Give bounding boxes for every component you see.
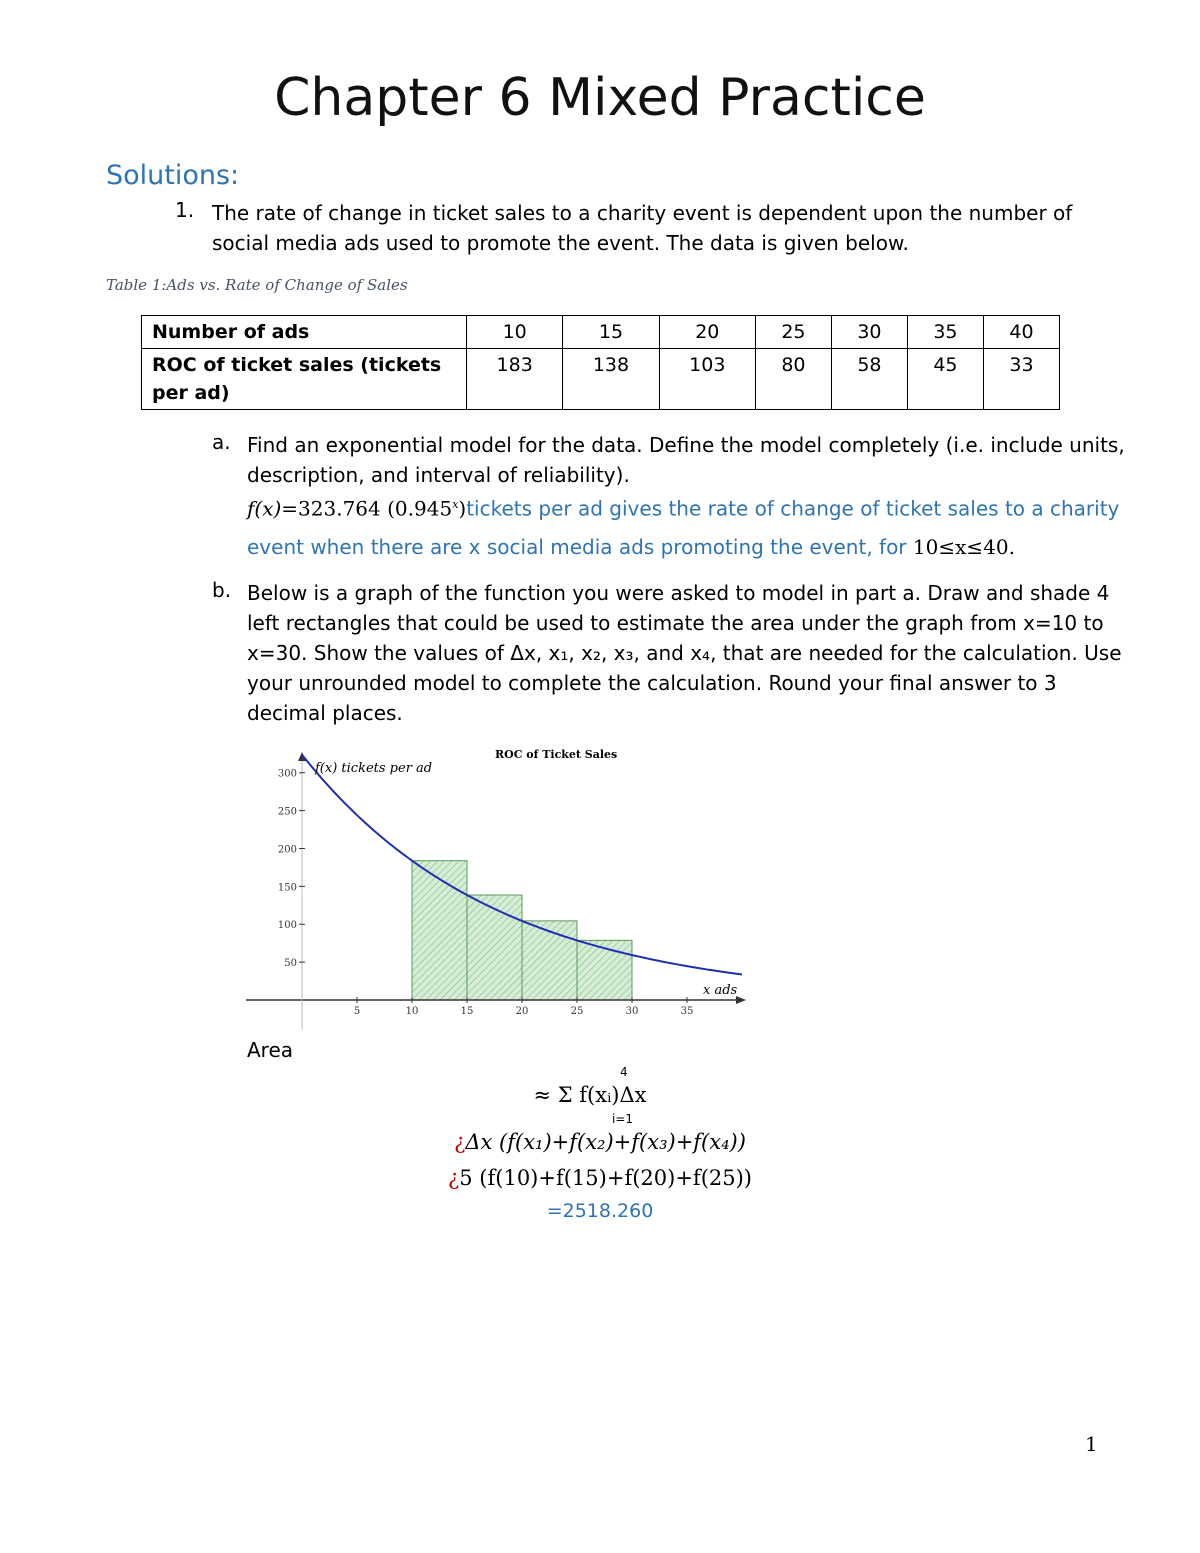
x-axis-arrow (736, 996, 746, 1004)
x-tick-label: 5 (353, 1006, 361, 1017)
model-function: f(x) (247, 496, 282, 521)
model-description: tickets per ad gives the rate of change of ticket sales to a charity event when there are x social media ads promoting the event, for (247, 496, 1120, 559)
chart-title: ROC of Ticket Sales (495, 748, 618, 761)
sum-lower-limit: i=1 (612, 1112, 634, 1126)
table-cell: 15 (563, 316, 659, 349)
calc-line-2-text: Δx (f(x₁)+f(x₂)+f(x₃)+f(x₄)) (465, 1130, 746, 1154)
model-equation: =323.764 (0.945 (281, 496, 453, 521)
calc-line-1: ≈ Σ f(xᵢ)Δx (533, 1083, 647, 1107)
y-tick-label: 200 (277, 844, 297, 856)
calc-line-2-prefix: ¿ (454, 1130, 466, 1154)
table-cell: 33 (983, 349, 1059, 410)
y-tick-label: 100 (277, 920, 297, 932)
riemann-rectangle (522, 921, 577, 1000)
table-cell: 138 (563, 349, 659, 410)
x-tick-label: 30 (625, 1006, 639, 1017)
roc-chart (240, 740, 750, 1035)
x-tick-label: 20 (515, 1006, 529, 1017)
table-cell: 25 (755, 316, 831, 349)
x-axis-label: x ads (703, 983, 738, 998)
part-b-letter: b. (212, 578, 232, 602)
solutions-heading: Solutions: (106, 160, 240, 191)
table-caption: Table 1:Ads vs. Rate of Change of Sales (106, 276, 408, 294)
table-cell: 80 (755, 349, 831, 410)
calc-line-3-prefix: ¿ (448, 1166, 460, 1190)
y-tick-label: 50 (284, 958, 297, 970)
table-row (142, 349, 1060, 410)
table-cell: 58 (831, 349, 907, 410)
model-close: ) (458, 496, 467, 521)
x-tick-label: 10 (405, 1006, 419, 1017)
data-table (141, 315, 1060, 410)
riemann-rectangle (412, 861, 467, 1000)
page-title: Chapter 6 Mixed Practice (274, 68, 926, 128)
y-tick-label: 150 (277, 882, 297, 894)
sum-upper-limit: 4 (620, 1065, 628, 1079)
calc-line-3 (0, 1166, 1200, 1190)
table-cell: 30 (831, 316, 907, 349)
table-row (142, 316, 1060, 349)
table-cell: 45 (907, 349, 983, 410)
riemann-rectangle (577, 940, 632, 1000)
part-a-answer (247, 486, 1127, 566)
table-cell: 103 (659, 349, 755, 410)
y-tick-label: 250 (277, 806, 297, 818)
table-cell: Number of ads (142, 316, 467, 349)
x-tick-label: 35 (680, 1006, 694, 1017)
model-exponent: x (452, 498, 459, 511)
table-cell: 10 (467, 316, 563, 349)
calc-line-2 (0, 1130, 1200, 1154)
model-interval: 10≤x≤40. (912, 534, 1015, 559)
question-number: 1. (175, 198, 195, 222)
y-axis-label: f(x) tickets per ad (315, 761, 433, 776)
part-a-text: Find an exponential model for the data. Define the model completely (i.e. include units, description, and interval of reliability). (247, 433, 1125, 487)
x-tick-label: 15 (460, 1006, 474, 1017)
y-tick-label: 300 (277, 768, 297, 780)
table-cell: 183 (467, 349, 563, 410)
page-number: 1 (1085, 1432, 1098, 1456)
area-label: Area (247, 1038, 294, 1062)
table-cell: 35 (907, 316, 983, 349)
riemann-rectangle (467, 895, 522, 1000)
question-text: The rate of change in ticket sales to a charity event is dependent upon the number of social media ads used to promote the event. The data is given below. (212, 201, 1073, 255)
x-tick-label: 25 (570, 1006, 584, 1017)
calc-result: =2518.260 (546, 1200, 654, 1222)
part-b-text: Below is a graph of the function you were asked to model in part a. Draw and shade 4 left rectangles that could be used to estimate the area under the graph from x=10 to x=30. Show the values of Δx, x₁, x₂, x₃, and x₄, that are needed for the calculation. Use your unrounded model to complete the calculation. Round your final answer to 3 decimal places. (247, 581, 1122, 725)
table-cell: 40 (983, 316, 1059, 349)
part-a-letter: a. (212, 430, 231, 454)
table-cell: ROC of ticket sales (tickets per ad) (142, 349, 467, 410)
calc-line-3-text: 5 (f(10)+f(15)+f(20)+f(25)) (459, 1166, 752, 1190)
table-cell: 20 (659, 316, 755, 349)
